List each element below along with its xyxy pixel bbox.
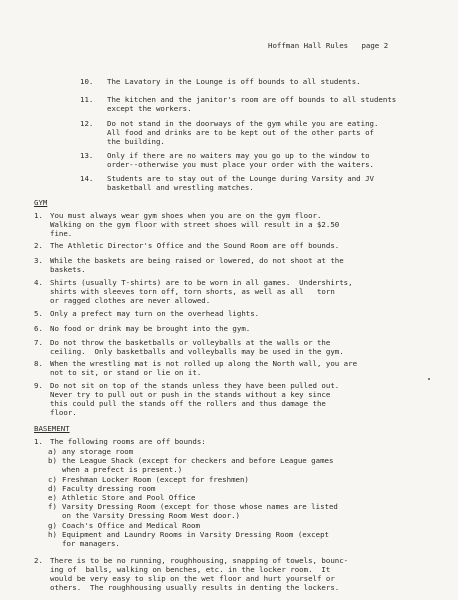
subitem-text: Faculty dressing room [62,484,156,493]
gym-rule [34,338,444,356]
subitem-label: h) [48,530,57,539]
rule-text: You must always wear gym shoes when you are on the gym floor. Walking on the gym floor with street shoes will result in a $2.50 fine. [50,211,340,238]
rule-number: 3. [34,256,43,265]
subitem-label: c) [48,475,57,484]
rule-text: The following rooms are off bounds: [50,437,206,446]
section-title-basement: BASEMENT [34,424,70,433]
rule-number: 2. [34,556,43,565]
rule-text: Do not sit on top of the stands unless they have been pulled out. Never try to pull out or push in the stands without a key since this could pull the stands off the rollers and thus damage the floor. [50,381,340,417]
subitem-text: Freshman Locker Room (except for freshmen) [62,475,249,484]
rule-number: 14. [80,174,94,183]
rule-number: 8. [34,359,43,368]
subitem-label: a) [48,447,57,456]
rule-text: There is to be no running, roughhousing, snapping of towels, bounc- ing of balls, walking on benches, etc. in the locker room. It would be very easy to slip on the wet floor and hurt yourself or others. The roughhousing usually results in denting the lockers. [50,556,349,592]
basement-subitem [48,530,448,548]
rule-text: Only if there are no waiters may you go up to the window to order--otherwise you must place your order with the waiters. [107,151,374,169]
basement-subitem [48,484,448,493]
subitem-text: any storage room [62,447,134,456]
basement-rule-2 [34,556,444,592]
rule-12 [80,119,448,146]
rule-number: 11. [80,95,94,104]
subitem-text: the League Shack (except for checkers and before League games when a prefect is present.) [62,456,334,474]
subitem-label: b) [48,456,57,465]
basement-subitem [48,502,448,520]
gym-rule [34,241,444,250]
rule-number: 4. [34,278,43,287]
rule-text: The kitchen and the janitor's room are off bounds to all students except the workers. [107,95,397,113]
rule-text: No food or drink may be brought into the gym. [50,324,251,333]
rule-text: Shirts (usually T-shirts) are to be worn in all games. Undershirts, shirts with sleeves torn off, torn shorts, as well as all torn or ragged clothes are never allowed. [50,278,353,305]
rule-number: 6. [34,324,43,333]
basement-subitem [48,475,448,484]
rule-number: 10. [80,77,94,86]
subitem-label: e) [48,493,57,502]
paper-speck [428,378,430,380]
rule-number: 1. [34,211,43,220]
rule-number: 12. [80,119,94,128]
rule-number: 9. [34,381,43,390]
page-header: Hoffman Hall Rules page 2 [268,41,389,50]
gym-rule [34,381,444,417]
rule-text: The Lavatory in the Lounge is off bounds to all students. [107,77,361,86]
rule-13 [80,151,448,169]
rule-text: Do not stand in the doorways of the gym while you are eating. All food and drinks are to be kept out of the other parts of the building. [107,119,379,146]
gym-rule [34,256,444,274]
rule-number: 5. [34,309,43,318]
subitem-label: g) [48,521,57,530]
rule-10 [80,77,448,86]
gym-rule [34,359,444,377]
gym-rule [34,309,444,318]
basement-subitem [48,493,448,502]
subitem-label: f) [48,502,57,511]
rule-text: The Athletic Director's Office and the Sound Room are off bounds. [50,241,340,250]
subitem-text: Varsity Dressing Room (except for those whose names are listed on the Varsity Dressing Room West door.) [62,502,338,520]
rule-number: 7. [34,338,43,347]
rule-text: When the wrestling mat is not rolled up along the North wall, you are not to sit, or stand or lie on it. [50,359,358,377]
subitem-text: Coach's Office and Medical Room [62,521,200,530]
gym-rule [34,324,444,333]
section-title-gym: GYM [34,198,48,207]
gym-rule [34,278,444,305]
rule-number: 2. [34,241,43,250]
rule-number: 1. [34,437,43,446]
subitem-label: d) [48,484,57,493]
rule-number: 13. [80,151,94,160]
rule-11 [80,95,448,113]
basement-subitem [48,456,448,474]
rule-text: Students are to stay out of the Lounge during Varsity and JV basketball and wrestling matches. [107,174,374,192]
subitem-text: Equipment and Laundry Rooms in Varsity Dressing Room (except for managers. [62,530,329,548]
rule-text: While the baskets are being raised or lowered, do not shoot at the baskets. [50,256,344,274]
gym-rule [34,211,444,238]
basement-subitem [48,521,448,530]
basement-subitem [48,447,448,456]
rule-14 [80,174,448,192]
rule-text: Do not throw the basketballs or volleyballs at the walls or the ceiling. Only basketballs and volleyballs may be used in the gym. [50,338,344,356]
basement-rule-1 [34,437,444,446]
rule-text: Only a prefect may turn on the overhead lights. [50,309,260,318]
subitem-text: Athletic Store and Pool Office [62,493,196,502]
